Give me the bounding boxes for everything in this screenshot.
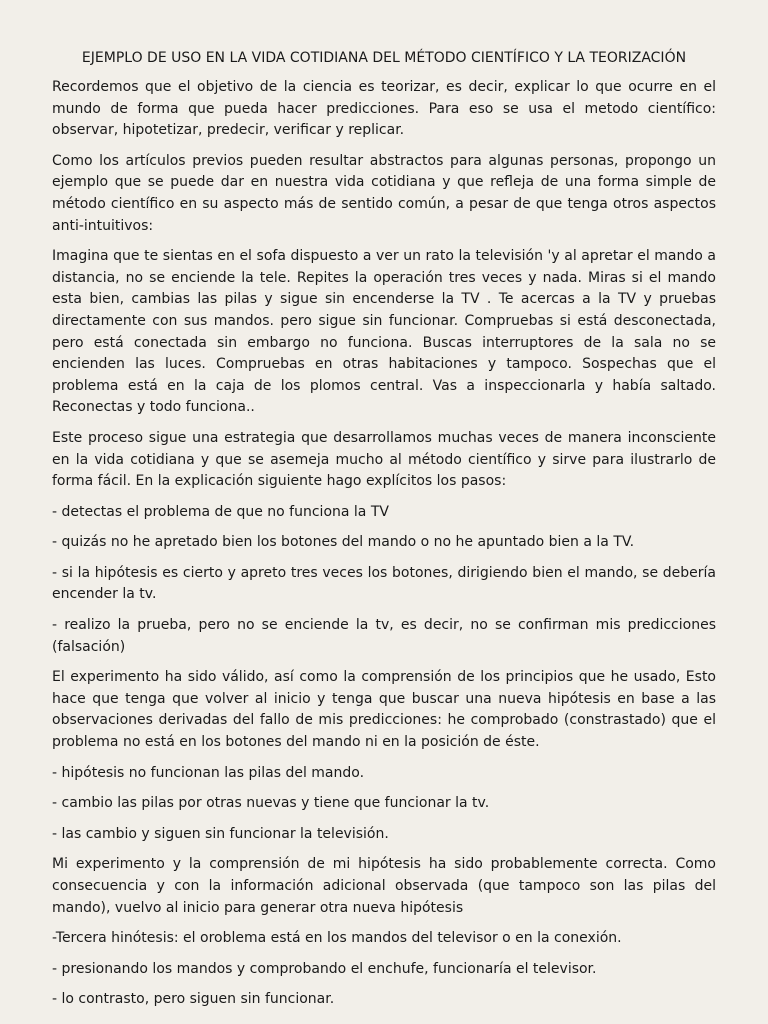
list-item: -Tercera hinótesis: el oroblema está en los mandos del televisor o en la conexión.	[52, 930, 622, 947]
paragraph-context: Como los artículos previos pueden resultar abstractos para algunas personas, propongo un ejemplo que se puede dar en nuestra vida cotidiana y que refleja de una forma simple de método científico en su aspecto más de sentido común, a pesar de que tenga otros aspectos anti-intuitivos:	[52, 152, 716, 234]
paragraph-experiment: El experimento ha sido válido, así como la comprensión de los principios que he usado, Esto hace que tenga que volver al inicio y tenga que buscar una nueva hipótesis en base a las observaciones derivadas del fallo de mis predicciones: he comprobado (constrastado) que el problema no está en los botones del mando ni en la posición de éste.	[52, 669, 716, 751]
list-item: - realizo la prueba, pero no se enciende la tv, es decir, no se confirman mis predicciones (falsación)	[52, 617, 716, 655]
list-item: - lo contrasto, pero siguen sin funcionar.	[52, 991, 335, 1008]
list-item: - quizás no he apretado bien los botones del mando o no he apuntado bien a la TV.	[52, 534, 635, 551]
paragraph-explanation: Este proceso sigue una estrategia que desarrollamos muchas veces de manera inconsciente en la vida cotidiana y que se asemeja mucho al método científico y sirve para ilustrarlo de forma fácil. En la explicación siguiente hago explícitos los pasos:	[52, 429, 716, 490]
list-item: - hipótesis no funcionan las pilas del mando.	[52, 764, 365, 781]
paragraph-conclusion: Mi experimento y la comprensión de mi hipótesis ha sido probablemente correcta. Como consecuencia y con la información adicional observada (que tampoco son las pilas del mando), vuelvo al inicio para generar otra nueva hipótesis	[52, 856, 716, 916]
list-item: - presionando los mandos y comprobando el enchufe, funcionaría el televisor.	[52, 960, 597, 977]
document-title: EJEMPLO DE USO EN LA VIDA COTIDIANA DEL MÉTODO CIENTÍFICO Y LA TEORIZACIÓN	[81, 50, 687, 66]
paragraph-intro: Recordemos que el objetivo de la ciencia es teorizar, es decir, explicar lo que ocurre en el mundo de forma que pueda hacer predicciones. Para eso se usa el metodo científico: observar, hipotetizar, predecir, verificar y replicar.	[52, 79, 716, 139]
list-item: - las cambio y siguen sin funcionar la televisión.	[52, 825, 389, 842]
list-item: - si la hipótesis es cierto y apreto tres veces los botones, dirigiendo bien el mando, se debería encender la tv.	[52, 564, 716, 603]
list-item: - cambio las pilas por otras nuevas y tiene que funcionar la tv.	[52, 795, 490, 812]
paragraph-example: Imagina que te sientas en el sofa dispuesto a ver un rato la televisión 'y al apretar el mando a distancia, no se enciende la tele. Repites la operación tres veces y nada. Miras si el mando esta bien, cambias las pilas y sigue sin encenderse la TV . Te acercas a la TV y pruebas directamente con sus mandos. pero sigue sin funcionar. Compruebas si está desconectada, pero está conectada sin embargo no funciona. Buscas interruptores de la sala no se encienden las luces. Compruebas en otras habitaciones y tampoco. Sospechas que el problema está en la caja de los plomos central. Vas a inspeccionarla y había saltado. Reconectas y todo funciona..	[52, 248, 716, 416]
list-item: - detectas el problema de que no funciona la TV	[52, 503, 389, 520]
